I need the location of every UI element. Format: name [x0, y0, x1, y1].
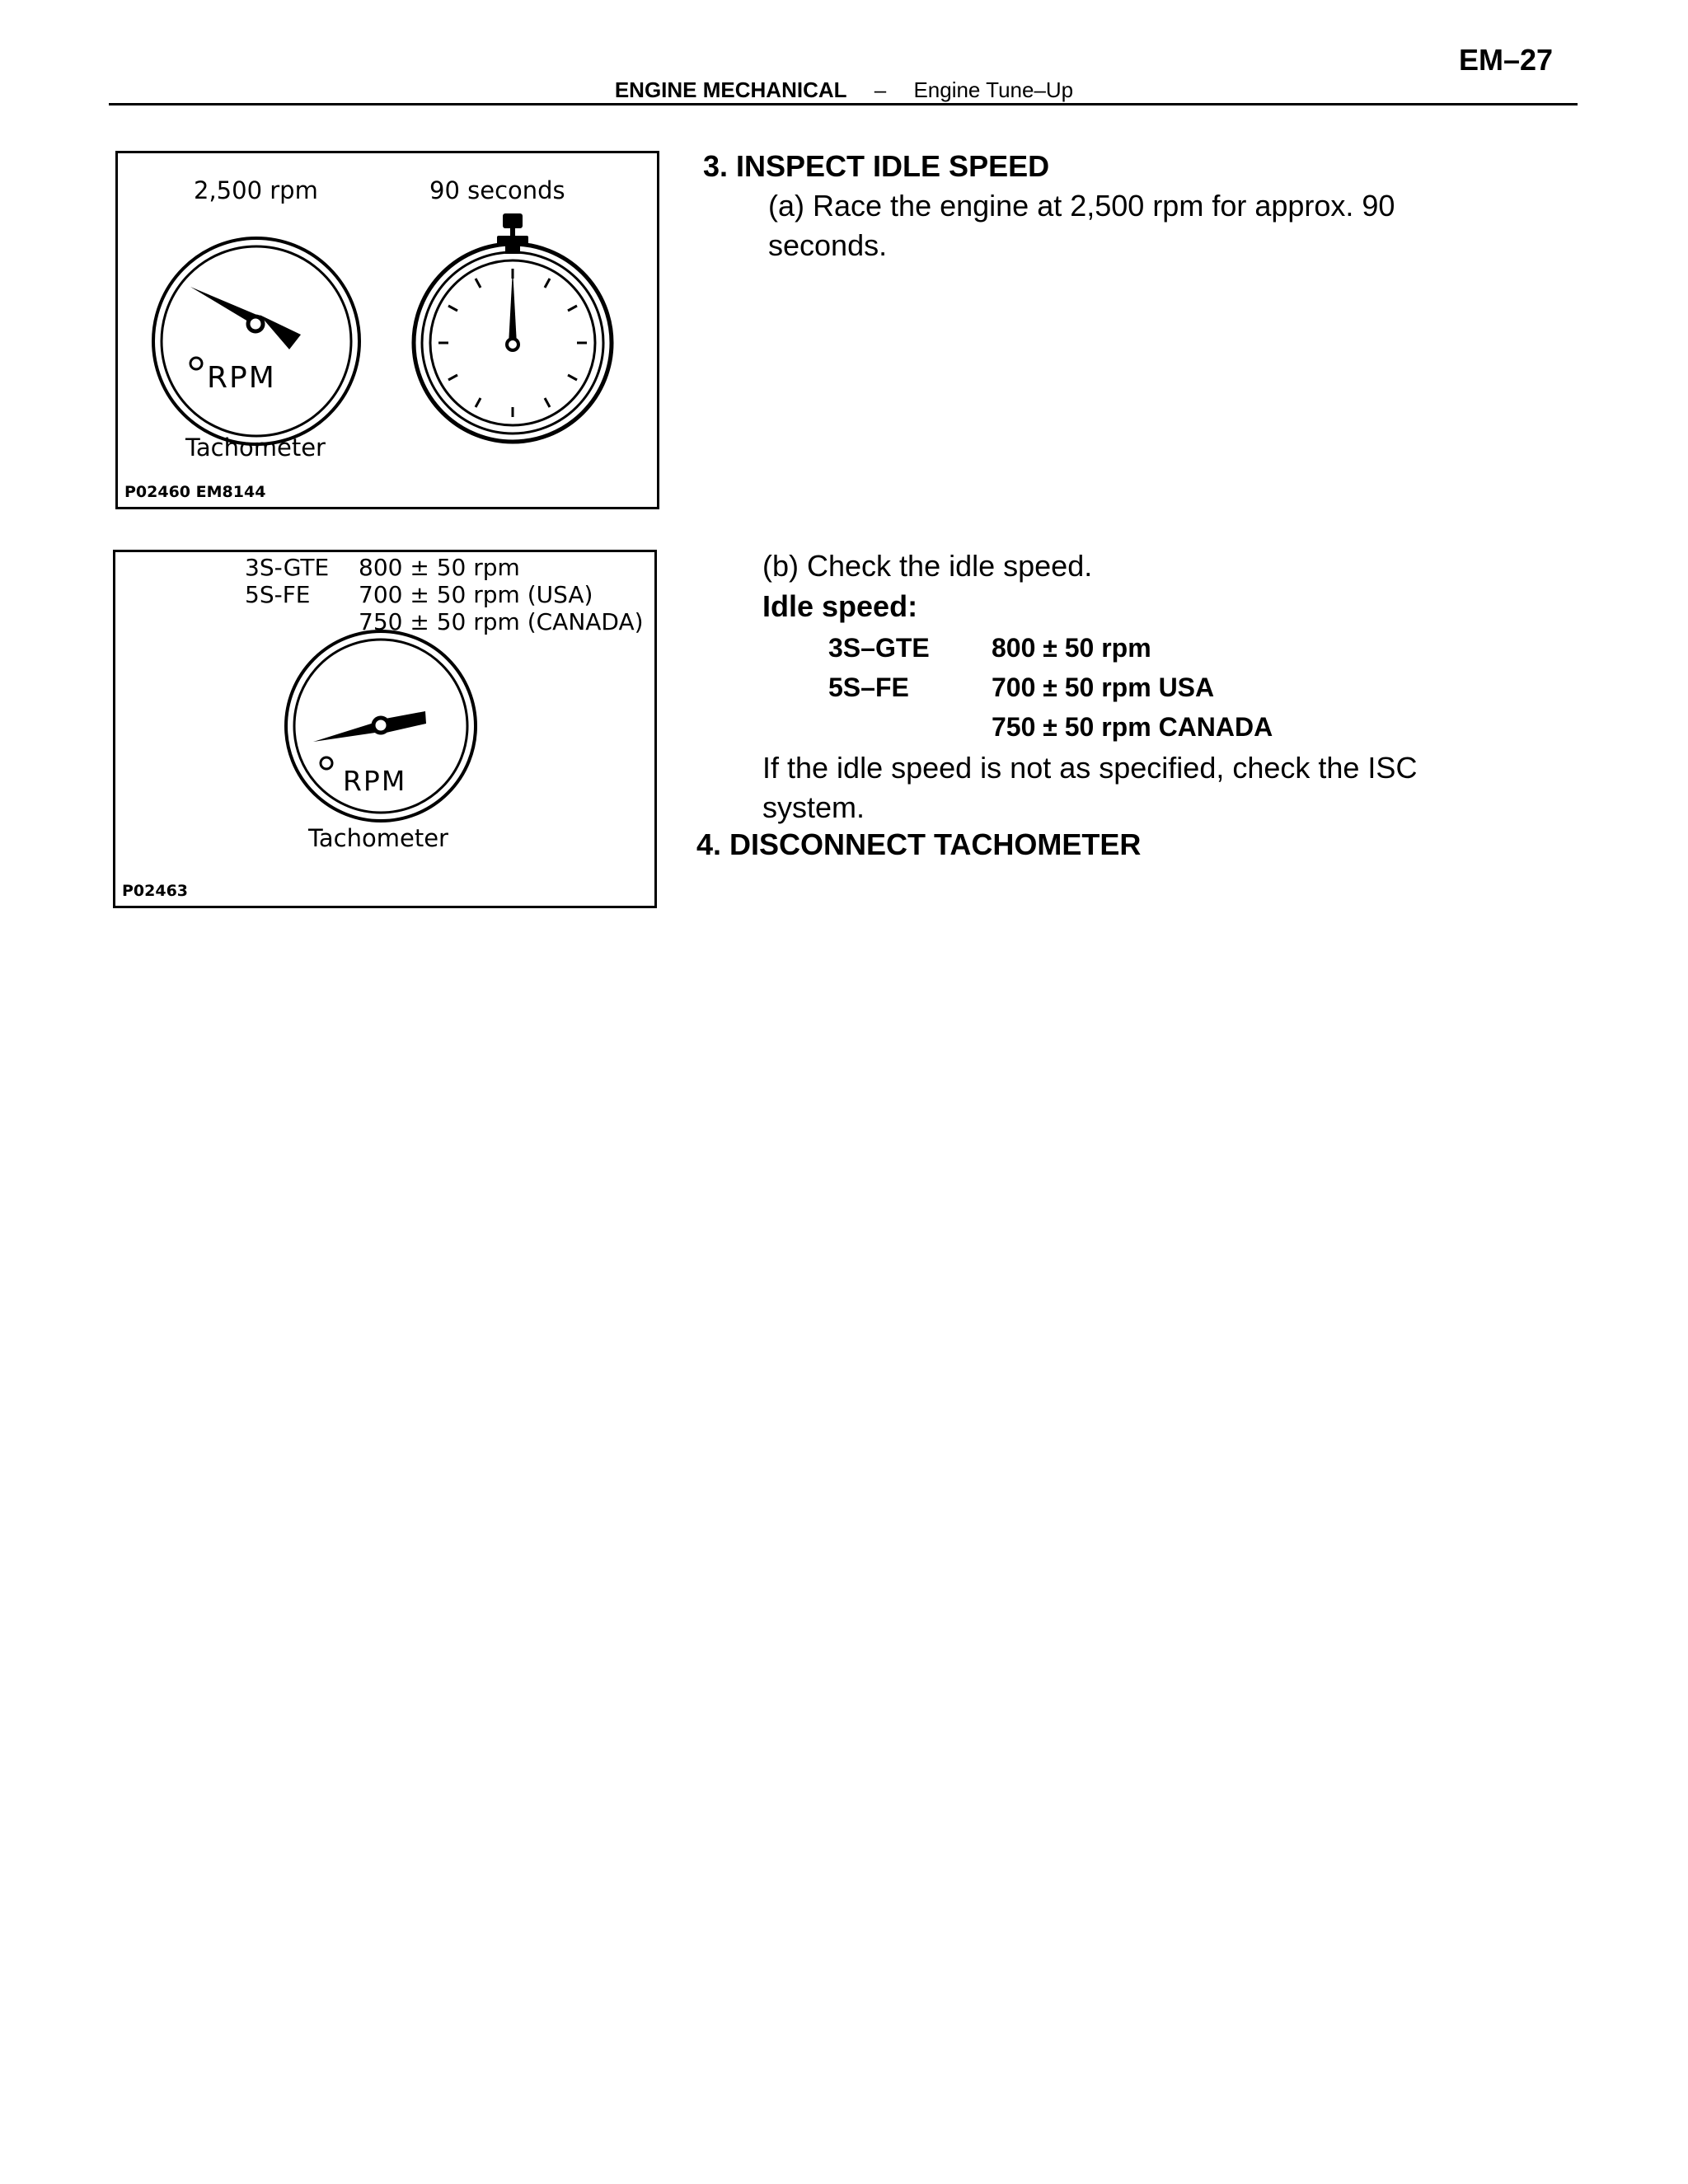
- spec-value: 700 ± 50 rpm USA: [992, 673, 1215, 702]
- tachometer-rpm-text: RPM: [343, 765, 407, 797]
- step3-heading: 3. INSPECT IDLE SPEED: [703, 149, 1050, 183]
- figure2-code: P02463: [122, 882, 189, 900]
- spec-value: 750 ± 50 rpm CANADA: [992, 712, 1273, 742]
- tachometer-needle: [313, 711, 426, 742]
- stopwatch-hand: [509, 269, 517, 344]
- header-separator: –: [874, 77, 887, 102]
- figure1-rpm-label: 2,500 rpm: [194, 176, 318, 204]
- step4-heading: 4. DISCONNECT TACHOMETER: [696, 827, 1142, 861]
- page-number: EM–27: [1459, 43, 1554, 77]
- figure2-caption: Tachometer: [308, 824, 448, 852]
- figure2-row-value: 800 ± 50 rpm: [359, 554, 520, 581]
- stopwatch-icon: [414, 213, 612, 442]
- tachometer-indicator-dot: [190, 358, 202, 369]
- figure2-row-engine: 5S-FE: [245, 581, 311, 608]
- figure-race-engine: [115, 151, 659, 509]
- figure-idle-speed: [113, 550, 657, 908]
- step3-note-line: If the idle speed is not as specified, check the ISC: [762, 751, 1418, 785]
- step3-a-line: (a) Race the engine at 2,500 rpm for approx. 90: [768, 189, 1395, 223]
- tachometer-indicator-dot: [321, 757, 332, 769]
- spec-engine: 3S–GTE: [828, 633, 930, 663]
- tachometer-gauge: [153, 238, 359, 444]
- step3-note: [762, 748, 1417, 827]
- figure2-row-engine: 3S-GTE: [245, 554, 330, 581]
- subsection-title: Engine Tune–Up: [913, 77, 1074, 102]
- figure1-caption: Tachometer: [185, 434, 326, 462]
- tachometer-needle: [190, 287, 301, 349]
- figure2-row-value: 700 ± 50 rpm (USA): [359, 581, 593, 608]
- tachometer-rpm-text: RPM: [207, 361, 276, 395]
- step3-a-line: seconds.: [768, 228, 888, 262]
- header-rule: [109, 103, 1578, 105]
- step3-note-line: system.: [762, 790, 865, 824]
- step3-b-instruction: (b) Check the idle speed.: [762, 549, 1093, 583]
- step3-a-instruction: [768, 186, 1395, 265]
- section-title: ENGINE MECHANICAL: [614, 77, 847, 102]
- spec-engine: 5S–FE: [828, 673, 909, 702]
- figure1-time-label: 90 seconds: [429, 176, 565, 204]
- running-header: [0, 77, 1688, 103]
- figure-idle-speed-illustration: [115, 552, 654, 906]
- figure2-row-value: 750 ± 50 rpm (CANADA): [359, 608, 644, 635]
- idle-speed-label: Idle speed:: [762, 589, 918, 623]
- figure1-code: P02460 EM8144: [124, 483, 266, 501]
- spec-value: 800 ± 50 rpm: [992, 633, 1151, 663]
